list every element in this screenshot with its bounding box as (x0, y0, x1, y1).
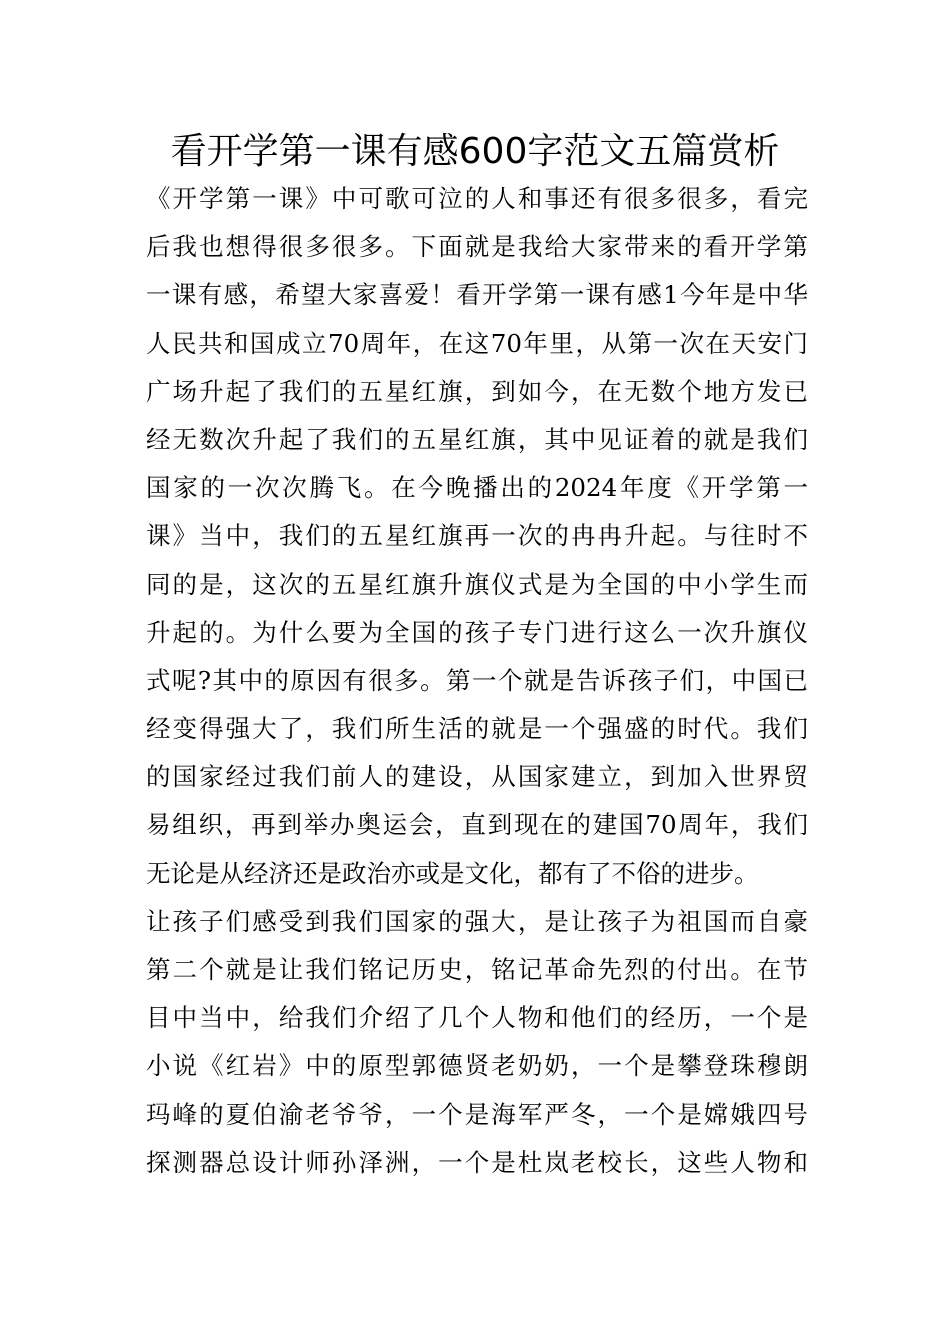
text-line: 《开学第一课》中可歌可泣的人和事还有很多很多，看完 (146, 184, 808, 213)
text-line: 目中当中，给我们介绍了几个人物和他们的经历，一个是 (146, 1003, 808, 1033)
text-line: 探测器总设计师孙泽洲，一个是杜岚老校长，这些人物和 (146, 1147, 808, 1177)
text-line: 第二个就是让我们铭记历史，铭记革命先烈的付出。在节 (146, 955, 808, 984)
text-line: 玛峰的夏伯渝老爷爷，一个是海军严冬，一个是嫦娥四号 (146, 1099, 808, 1129)
text-line: 人民共和国成立70周年，在这70年里，从第一次在天安门 (146, 328, 808, 358)
text-line: 经无数次升起了我们的五星红旗，其中见证着的就是我们 (146, 424, 808, 454)
text-line: 国家的一次次腾飞。在今晚播出的2024年度《开学第一 (146, 473, 808, 503)
text-line: 让孩子们感受到我们国家的强大，是让孩子为祖国而自豪 (146, 906, 808, 936)
text-line: 同的是，这次的五星红旗升旗仪式是为全国的中小学生而 (146, 569, 808, 599)
document-title: 看开学第一课有感600字范文五篇赏析 (170, 131, 780, 172)
text-line: 后我也想得很多很多。下面就是我给大家带来的看开学第 (146, 232, 808, 262)
document-body (146, 175, 808, 1187)
text-line: 的国家经过我们前人的建设，从国家建立，到加入世界贸 (146, 762, 808, 792)
text-line: 广场升起了我们的五星红旗，到如今，在无数个地方发已 (146, 376, 808, 406)
text-line: 一课有感，希望大家喜爱！看开学第一课有感1今年是中华 (146, 280, 808, 310)
text-line: 式呢?其中的原因有很多。第一个就是告诉孩子们，中国已 (146, 665, 808, 695)
text-line: 课》当中，我们的五星红旗再一次的冉冉升起。与往时不 (146, 521, 808, 551)
text-line: 升起的。为什么要为全国的孩子专门进行这么一次升旗仪 (146, 617, 808, 647)
text-line: 易组织，再到举办奥运会，直到现在的建国70周年，我们 (146, 810, 808, 840)
text-line: 无论是从经济还是政治亦或是文化，都有了不俗的进步。 (146, 858, 759, 888)
text-line: 小说《红岩》中的原型郭德贤老奶奶，一个是攀登珠穆朗 (146, 1051, 808, 1081)
text-line: 经变得强大了，我们所生活的就是一个强盛的时代。我们 (146, 714, 808, 744)
